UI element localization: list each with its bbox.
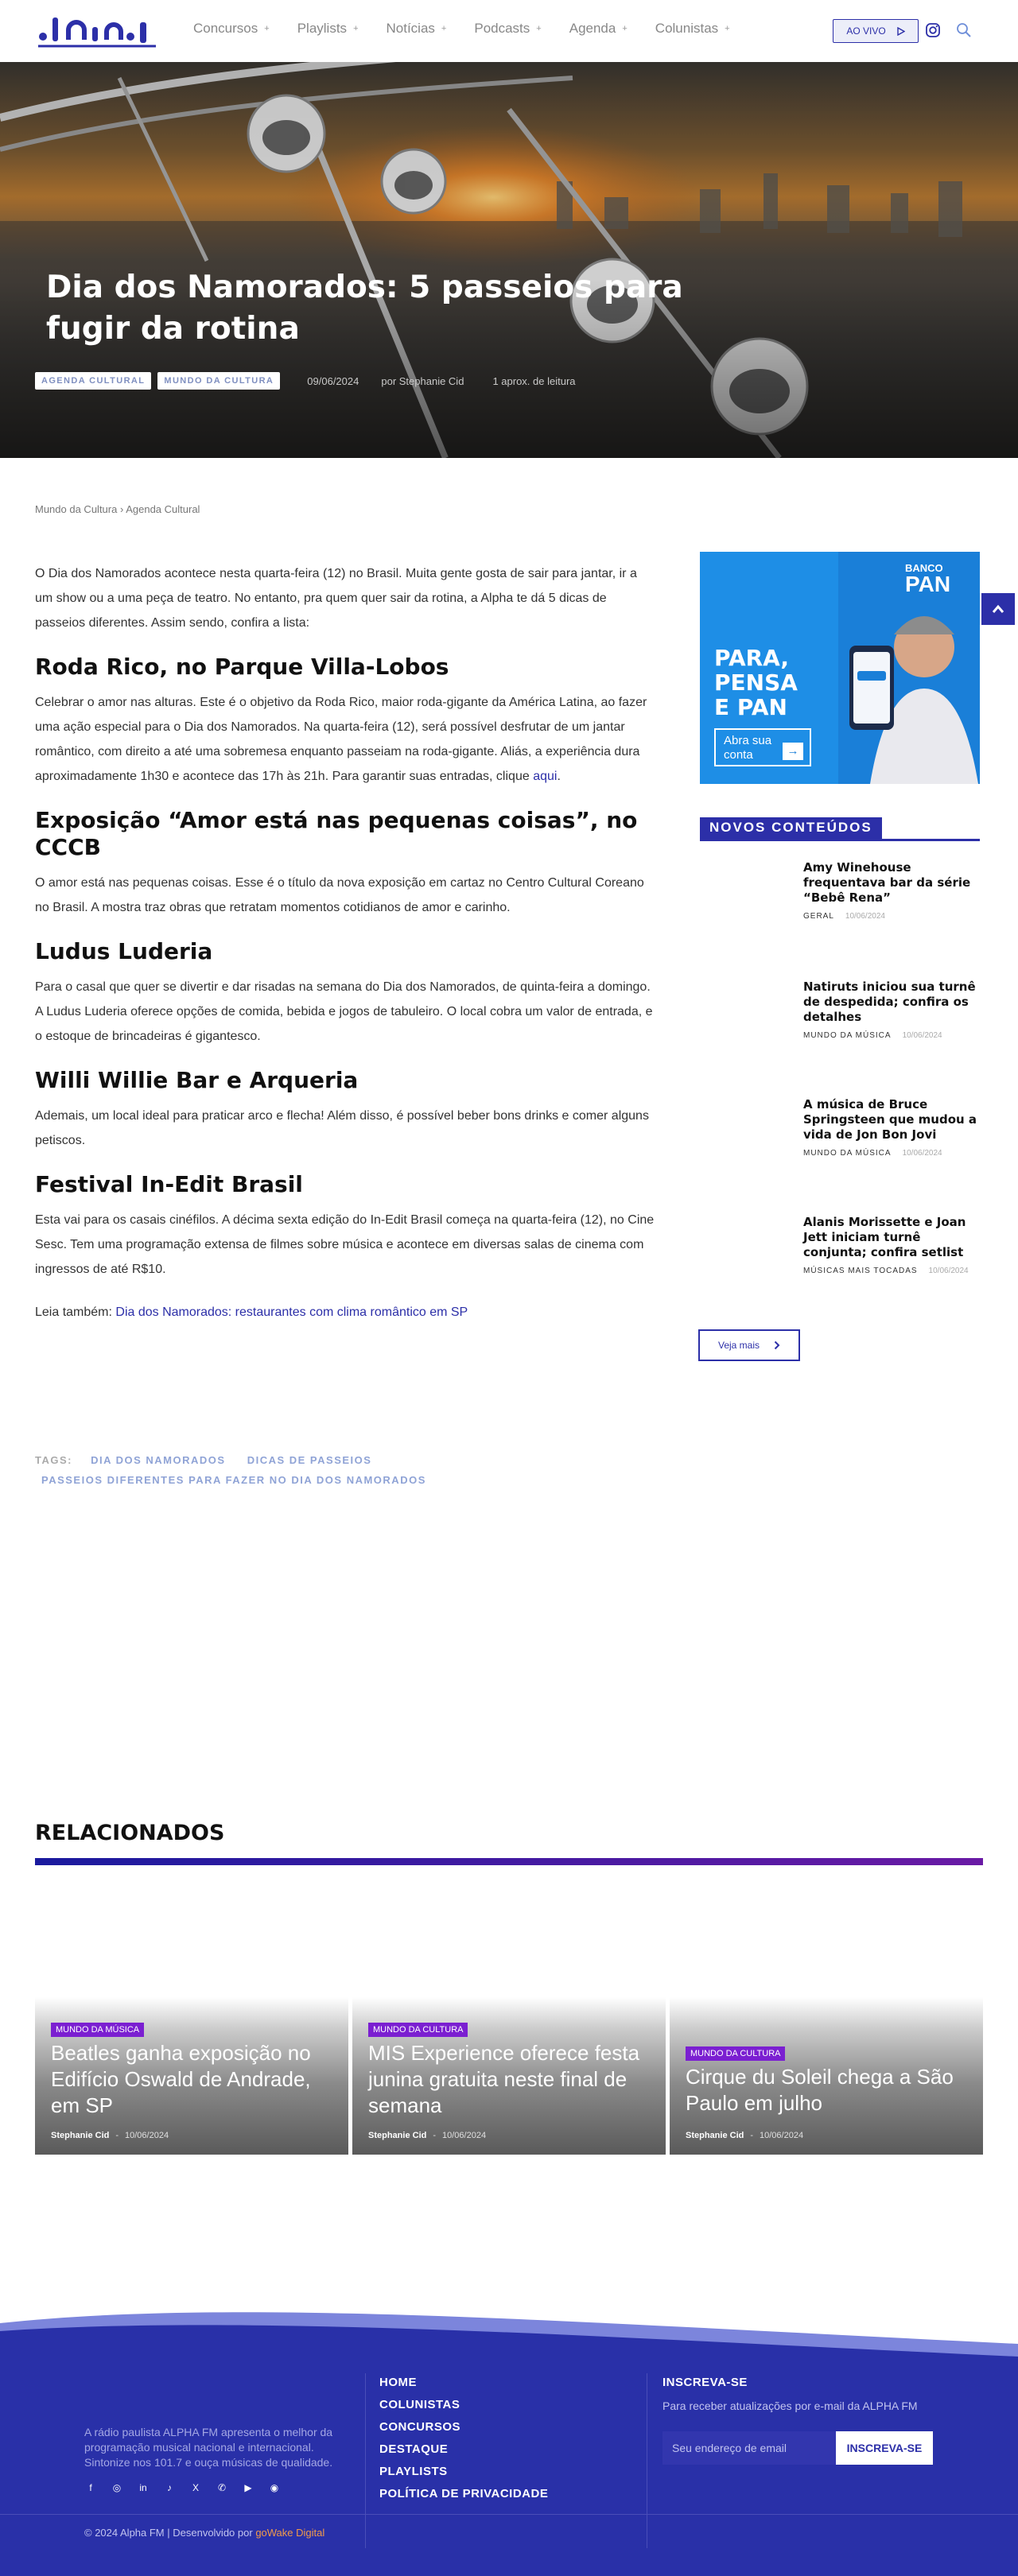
article-body: [35, 561, 655, 1343]
ad-line: PARA,: [714, 645, 790, 671]
novos-conteudos-heading: [700, 817, 980, 841]
copyright: [84, 2527, 324, 2539]
footer-link-playlists[interactable]: PLAYLISTS: [379, 2465, 448, 2478]
footer-link-concursos[interactable]: CONCURSOS: [379, 2420, 461, 2434]
footer-link-destaque[interactable]: DESTAQUE: [379, 2442, 449, 2456]
see-more-label: Veja mais: [717, 1340, 760, 1351]
nav-label: Colunistas: [655, 21, 719, 36]
section-heading: Exposição “Amor está nas pequenas coisas”, no CCCB: [35, 807, 638, 860]
inline-link[interactable]: aqui: [533, 770, 558, 783]
see-more-button[interactable]: [698, 1329, 800, 1361]
section-text: Esta vai para os casais cinéfilos. A décima sexta edição do In-Edit Brasil começa na quarta-feira (12), no Cine Sesc. Tem uma programação extensa de filmes sobre música e acontece em diversas salas de cinema com ingressos de até R$10.: [35, 1213, 655, 1276]
footer-about: A rádio paulista ALPHA FM apresenta o melhor da programação musical nacional e internacional. Sintonize nos 101.7 e ouça músicas de qualidade.: [84, 2426, 333, 2469]
category-tag[interactable]: MUNDO DA CULTURA: [157, 372, 280, 390]
news-item[interactable]: [803, 860, 982, 921]
ad-line: PENSA: [714, 669, 798, 696]
plus-icon: +: [264, 24, 270, 33]
nav-playlists[interactable]: [297, 21, 359, 37]
instagram-icon[interactable]: [924, 21, 942, 39]
article-date: 09/06/2024: [307, 374, 359, 387]
instagram-icon[interactable]: ◎: [112, 2482, 122, 2493]
ad-cta-button[interactable]: [714, 728, 811, 766]
social-links: [84, 2482, 281, 2493]
related-card[interactable]: [670, 1997, 983, 2155]
subscribe-title: INSCREVA-SE: [662, 2376, 748, 2389]
article-author[interactable]: por Stephanie Cid: [381, 374, 464, 387]
scroll-top-button[interactable]: [981, 593, 1015, 625]
related-card[interactable]: [35, 1997, 348, 2155]
news-item[interactable]: [803, 980, 982, 1040]
nav-agenda[interactable]: [569, 21, 628, 37]
card-meta: Stephanie Cid - 10/06/2024: [368, 2131, 487, 2140]
card-date: 10/06/2024: [760, 2131, 804, 2140]
nav-label: Concursos: [193, 21, 258, 36]
footer-link-home[interactable]: HOME: [379, 2376, 417, 2389]
ad-brand-big: PAN: [905, 572, 951, 596]
play-icon: [897, 27, 905, 36]
nav-noticias[interactable]: [387, 21, 447, 37]
card-category-tag[interactable]: MUNDO DA MÚSICA: [51, 2023, 144, 2037]
alpha-fm-logo[interactable]: [38, 11, 159, 49]
developer-link[interactable]: goWake Digital: [255, 2527, 325, 2539]
breadcrumb-current[interactable]: Agenda Cultural: [126, 503, 200, 515]
news-item[interactable]: [803, 1215, 982, 1275]
news-date: 10/06/2024: [902, 1149, 942, 1158]
section-heading: Roda Rico, no Parque Villa-Lobos: [35, 654, 449, 680]
read-also-link[interactable]: Dia dos Namorados: restaurantes com clima romântico em SP: [115, 1305, 468, 1319]
plus-icon: +: [622, 24, 628, 33]
nav-label: Podcasts: [474, 21, 530, 36]
related-heading: RELACIONADOS: [35, 1821, 225, 1845]
live-button[interactable]: [833, 19, 919, 43]
news-date: 10/06/2024: [902, 1031, 942, 1040]
card-date: 10/06/2024: [442, 2131, 487, 2140]
news-meta: [803, 1267, 982, 1275]
article-meta: [35, 372, 576, 390]
footer-bottom-divider: [0, 2514, 1018, 2515]
card-author[interactable]: Stephanie Cid: [686, 2131, 744, 2140]
section-text: Para o casal que quer se divertir e dar risadas na semana do Dia dos Namorados, de quinta-feira a domingo. A Ludus Luderia oferece opções de comida, bebida e jogos de tabuleiro. O local cobra um valor de entrada, e o estoque de brincadeiras é gigantesco.: [35, 980, 653, 1043]
footer-link-colunistas[interactable]: COLUNISTAS: [379, 2398, 460, 2411]
news-title[interactable]: Amy Winehouse frequentava bar da série “Bebê Rena”: [803, 860, 971, 905]
sidebar-heading-label: NOVOS CONTEÚDOS: [700, 817, 882, 839]
chevron-right-icon: [774, 1340, 780, 1350]
nav-podcasts[interactable]: [474, 21, 541, 37]
card-title[interactable]: Beatles ganha exposição no Edifício Oswald de Andrade, em SP: [51, 2041, 311, 2117]
copyright-text: © 2024 Alpha FM | Desenvolvido por: [84, 2527, 253, 2539]
facebook-icon[interactable]: f: [89, 2482, 92, 2493]
footer-links: [379, 2376, 548, 2509]
breadcrumb-parent[interactable]: Mundo da Cultura: [35, 503, 118, 515]
section-heading: Festival In-Edit Brasil: [35, 1171, 303, 1197]
nav-label: Notícias: [386, 21, 435, 36]
news-title[interactable]: Alanis Morissette e Joan Jett iniciam turnê conjunta; confira setlist: [803, 1215, 966, 1259]
youtube-icon[interactable]: ▶: [244, 2482, 252, 2493]
search-icon[interactable]: [955, 21, 973, 39]
section-text-body: Celebrar o amor nas alturas. Este é o objetivo da Roda Rico, maior roda-gigante da América Latina, ao fazer uma ação especial para o Dia dos Namorados. Na quarta-feira (12), será possível desfrutar de um jantar romântico, com direito a até uma sobremesa enquanto passeiam na roda-gigante. Aliás, a experiência dura aproximadamente 1h30 e acontece das 17h às 21h. Para garantir suas entradas, clique: [35, 696, 647, 783]
live-label: AO VIVO: [846, 25, 886, 37]
plus-icon: +: [536, 24, 542, 33]
banco-pan-ad[interactable]: [700, 552, 980, 784]
section-heading: Ludus Luderia: [35, 938, 213, 964]
plus-icon: +: [725, 24, 730, 33]
tiktok-icon[interactable]: ♪: [167, 2482, 172, 2493]
section-heading: Willi Willie Bar e Arqueria: [35, 1067, 359, 1093]
breadcrumb: [35, 503, 200, 515]
email-input[interactable]: [662, 2431, 836, 2465]
site-header: [0, 0, 1018, 62]
related-card[interactable]: [352, 1997, 666, 2155]
linkedin-icon[interactable]: in: [139, 2482, 147, 2493]
nav-label: Playlists: [297, 21, 348, 36]
news-meta: [803, 912, 982, 921]
reading-time: 1 aprox. de leitura: [492, 374, 576, 387]
main-nav: [193, 21, 758, 37]
tag-link[interactable]: PASSEIOS DIFERENTES PARA FAZER NO DIA DOS NAMORADOS: [41, 1474, 426, 1486]
news-item[interactable]: [803, 1097, 982, 1158]
card-title[interactable]: Cirque du Soleil chega a São Paulo em julho: [686, 2065, 954, 2115]
card-meta: Stephanie Cid - 10/06/2024: [686, 2131, 804, 2140]
card-author[interactable]: Stephanie Cid: [368, 2131, 427, 2140]
ferris-wheel-image: [0, 62, 1018, 458]
ad-headline: [714, 646, 798, 720]
card-author[interactable]: Stephanie Cid: [51, 2131, 110, 2140]
spotify-icon[interactable]: ◉: [270, 2482, 279, 2493]
hero-banner: [0, 62, 1018, 458]
section-text: Ademais, um local ideal para praticar arco e flecha! Além disso, é possível beber bons drinks e comer alguns petiscos.: [35, 1109, 649, 1147]
news-meta: [803, 1149, 982, 1158]
card-title[interactable]: MIS Experience oferece festa junina gratuita neste final de semana: [368, 2041, 640, 2117]
subscribe-text: Para receber atualizações por e-mail da ALPHA FM: [662, 2399, 918, 2412]
card-category-tag[interactable]: MUNDO DA CULTURA: [686, 2046, 785, 2061]
tags-list: [35, 1454, 444, 1486]
section-text: Celebrar o amor nas alturas. Este é o objetivo da Roda Rico, maior roda-gigante da América Latina, ao fazer uma ação especial para o Dia dos Namorados. Na quarta-feira (12), será possível desfrutar de um jantar romântico, com direito a até uma sobremesa enquanto passeiam na roda-gigante. Aliás, a experiência dura aproximadamente 1h30 e acontece das 17h às 21h. Para garantir suas entradas, clique aqui.: [35, 696, 647, 783]
x-icon[interactable]: X: [192, 2482, 199, 2493]
tag-link[interactable]: DIA DOS NAMORADOS: [91, 1454, 226, 1466]
footer-divider: [365, 2373, 366, 2548]
article-intro: O Dia dos Namorados acontece nesta quarta-feira (12) no Brasil. Muita gente gosta de sair para jantar, ir a um show ou a uma peça de teatro. No entanto, pra quem quer sair da rotina, a Alpha te dá 5 dicas de passeios diferentes. Assim sendo, confira a lista:: [35, 567, 637, 630]
news-date: 10/06/2024: [845, 912, 885, 921]
ad-brand-small: BANCO: [905, 562, 943, 574]
breadcrumb-separator: ›: [119, 503, 124, 515]
news-title[interactable]: Natiruts iniciou sua turnê de despedida; confira os detalhes: [803, 980, 976, 1024]
site-footer: [0, 2306, 1018, 2576]
whatsapp-icon[interactable]: ✆: [217, 2482, 227, 2493]
ad-brand-logo: [905, 563, 950, 595]
news-category[interactable]: MUNDO DA MÚSICA: [803, 1031, 892, 1040]
subscribe-button[interactable]: INSCREVA-SE: [836, 2431, 933, 2465]
arrow-right-icon: →: [783, 743, 803, 760]
category-tag[interactable]: AGENDA CULTURAL: [35, 372, 151, 390]
chevron-up-icon: [992, 604, 1004, 614]
nav-label: Agenda: [569, 21, 616, 36]
news-date: 10/06/2024: [928, 1267, 969, 1275]
card-category-tag[interactable]: MUNDO DA CULTURA: [368, 2023, 468, 2037]
article-title: Dia dos Namorados: 5 passeios para fugir da rotina: [46, 270, 683, 347]
section-text: O amor está nas pequenas coisas. Esse é o título da nova exposição em cartaz no Centro Cultural Coreano no Brasil. A mostra traz obras que retratam momentos cotidianos de amor e carinho.: [35, 876, 644, 914]
tag-link[interactable]: DICAS DE PASSEIOS: [247, 1454, 372, 1466]
read-also-label: Leia também:: [35, 1305, 112, 1319]
ad-line: E PAN: [714, 694, 787, 720]
related-divider: [35, 1858, 983, 1865]
news-category[interactable]: GERAL: [803, 912, 834, 921]
footer-link-privacy[interactable]: POLÍTICA DE PRIVACIDADE: [379, 2487, 549, 2500]
plus-icon: +: [353, 24, 359, 33]
news-category[interactable]: MÚSICAS MAIS TOCADAS: [803, 1267, 918, 1275]
card-meta: Stephanie Cid - 10/06/2024: [51, 2131, 169, 2140]
card-date: 10/06/2024: [125, 2131, 169, 2140]
read-also: [35, 1300, 655, 1325]
news-title[interactable]: A música de Bruce Springsteen que mudou a vida de Jon Bon Jovi: [803, 1097, 977, 1142]
plus-icon: +: [441, 24, 447, 33]
nav-colunistas[interactable]: [655, 21, 730, 37]
news-category[interactable]: MUNDO DA MÚSICA: [803, 1149, 892, 1158]
tags-label: TAGS:: [35, 1454, 72, 1466]
ad-cta-label: Abra sua conta: [724, 734, 772, 762]
news-meta: [803, 1031, 982, 1040]
nav-concursos[interactable]: [193, 21, 270, 37]
